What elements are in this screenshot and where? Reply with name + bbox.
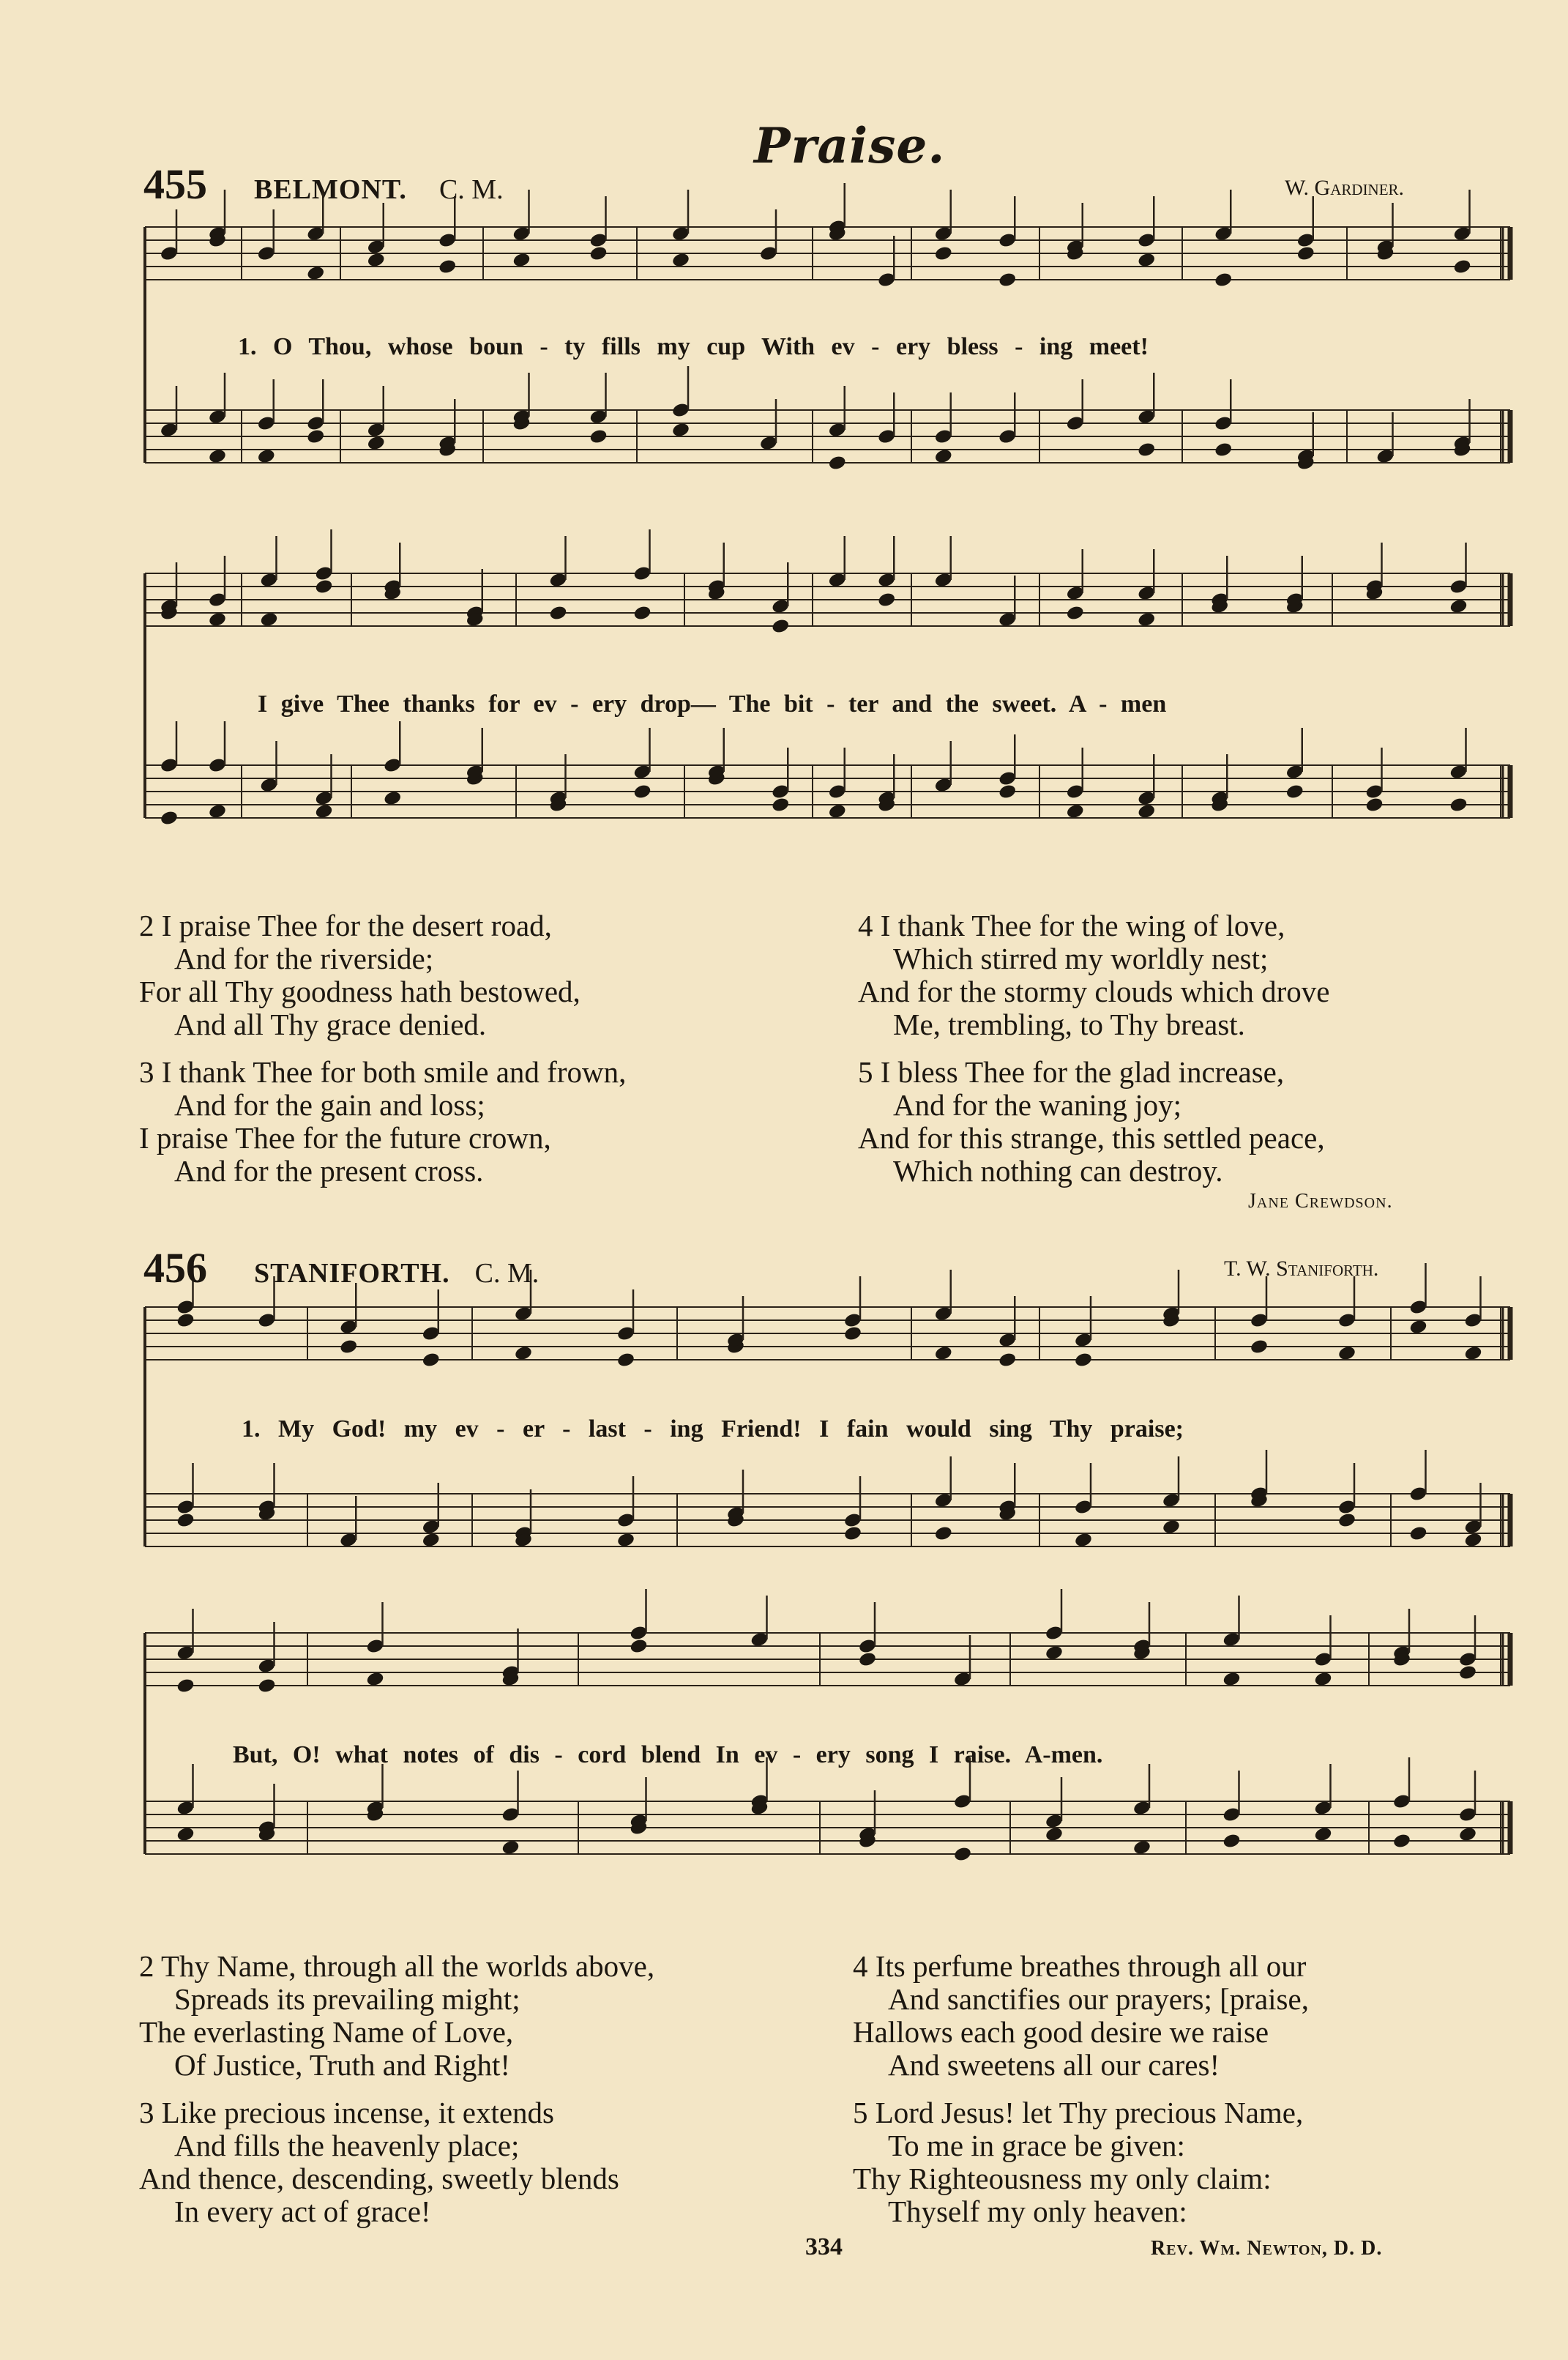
- author: Rev. Wm. Newton, D. D.: [1151, 2237, 1383, 2260]
- verse-line: And sweetens all our cares!: [888, 2048, 1220, 2082]
- verse-line: Which stirred my worldly nest;: [893, 942, 1269, 975]
- meter: C. M.: [438, 174, 504, 205]
- verse-block-left: [139, 1950, 654, 2228]
- verse-line: Like precious incense, it extends: [161, 2096, 554, 2129]
- tune-name: STANIFORTH.: [254, 1258, 450, 1289]
- verse-2: [139, 1950, 654, 2082]
- verse-5: [858, 1056, 1330, 1188]
- verse-line: Of Justice, Truth and Right!: [174, 2048, 510, 2082]
- verse-line: And for the gain and loss;: [174, 1088, 485, 1122]
- verse-5: [853, 2096, 1309, 2228]
- verse-number: 5: [858, 1055, 873, 1089]
- verse-number: 2: [139, 1949, 154, 1983]
- hymn-number: 455: [143, 160, 207, 208]
- verse-line: And for the stormy clouds which drove: [858, 975, 1330, 1008]
- section-title: Praise.: [754, 117, 946, 174]
- verse-4: [858, 909, 1330, 1041]
- verse-number: 4: [853, 1949, 868, 1983]
- hymn-456-header: [143, 1243, 539, 1292]
- verse-line: To me in grace be given:: [888, 2129, 1185, 2162]
- verse-line: The everlasting Name of Love,: [139, 2015, 514, 2049]
- verse-line: Thyself my only heaven:: [888, 2195, 1187, 2228]
- verse-line: Spreads its prevailing might;: [174, 1982, 520, 2016]
- verse-line: Hallows each good desire we raise: [853, 2015, 1269, 2049]
- composer: T. W. Staniforth.: [1224, 1257, 1379, 1281]
- lyric-line-2: But, O! what notes of dis - cord blend In ev - ery song I raise. A-men.: [233, 1741, 1103, 1768]
- verse-line: Which nothing can destroy.: [893, 1154, 1223, 1188]
- composer: W. Gardiner.: [1285, 176, 1405, 200]
- verse-line: And for the waning joy;: [893, 1088, 1181, 1122]
- verse-line: In every act of grace!: [174, 2195, 431, 2228]
- verse-number: 4: [858, 909, 873, 942]
- verse-line: And for this strange, this settled peace,: [858, 1121, 1325, 1155]
- verse-line: Its perfume breathes through all our: [875, 1949, 1307, 1983]
- tune-name: BELMONT.: [254, 174, 407, 205]
- meter: C. M.: [474, 1258, 540, 1289]
- verse-line: And for the present cross.: [174, 1154, 484, 1188]
- verse-4: [853, 1950, 1309, 2082]
- verse-line: And all Thy grace denied.: [174, 1008, 487, 1041]
- verse-line: I thank Thee for the wing of love,: [880, 909, 1285, 942]
- verse-line: And fills the heavenly place;: [174, 2129, 520, 2162]
- verse-3: [139, 1056, 626, 1188]
- lyric-line-1: 1. O Thou, whose boun - ty fills my cup With ev - ery bless - ing meet!: [238, 333, 1149, 360]
- verse-line: Thy Name, through all the worlds above,: [161, 1949, 655, 1983]
- verse-line: Lord Jesus! let Thy precious Name,: [875, 2096, 1304, 2129]
- verse-line: Thy Righteousness my only claim:: [853, 2162, 1272, 2195]
- page-number: 334: [805, 2233, 843, 2260]
- verse-line: And sanctifies our prayers; [praise,: [888, 1982, 1309, 2016]
- hymn-number: 456: [143, 1244, 207, 1292]
- verse-number: 5: [853, 2096, 868, 2129]
- verse-line: And for the riverside;: [174, 942, 434, 975]
- lyric-line-1: 1. My God! my ev - er - last - ing Friend! I fain would sing Thy praise;: [242, 1415, 1184, 1443]
- verse-block-right: [858, 909, 1330, 1188]
- verse-line: I praise Thee for the future crown,: [139, 1121, 551, 1155]
- verse-line: I praise Thee for the desert road,: [161, 909, 552, 942]
- verse-number: 3: [139, 1055, 154, 1089]
- verse-number: 3: [139, 2096, 154, 2129]
- author: Jane Crewdson.: [1248, 1190, 1393, 1213]
- verse-number: 2: [139, 909, 154, 942]
- verse-line: I bless Thee for the glad increase,: [880, 1055, 1285, 1089]
- verse-3: [139, 2096, 654, 2228]
- verse-line: I thank Thee for both smile and frown,: [161, 1055, 627, 1089]
- verse-block-left: [139, 909, 626, 1188]
- verse-line: Me, trembling, to Thy breast.: [893, 1008, 1245, 1041]
- verse-line: And thence, descending, sweetly blends: [139, 2162, 619, 2195]
- verse-line: For all Thy goodness hath bestowed,: [139, 975, 580, 1008]
- verse-2: [139, 909, 626, 1041]
- lyric-line-2: I give Thee thanks for ev - ery drop— The bit - ter and the sweet. A - men: [258, 690, 1167, 718]
- verse-block-right: [853, 1950, 1309, 2228]
